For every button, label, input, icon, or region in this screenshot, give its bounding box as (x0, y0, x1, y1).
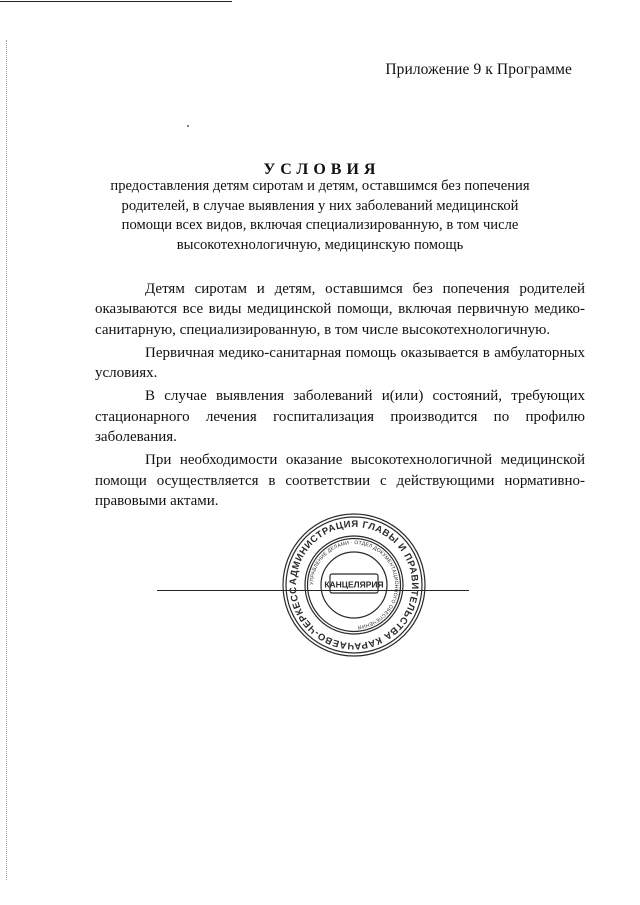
body-paragraph: Детям сиротам и детям, оставшимся без попечения родителей оказываются все виды медицинской помощи, включая первичную медико-санитарную, специализированную, в том числе высокотехнологичную. (95, 281, 585, 338)
scan-top-rule (0, 1, 232, 2)
body-paragraph: В случае выявления заболеваний и(или) состояний, требующих стационарного лечения госпитализация производится по профилю заболевания. (95, 388, 585, 446)
subtitle-line: высокотехнологичную, медицинскую помощь (176, 236, 464, 253)
seal-outer-text: АДМИНИСТРАЦИЯ ГЛАВЫ И ПРАВИТЕЛЬСТВА КАРАЧАЕВО-ЧЕРКЕСС (287, 518, 421, 652)
subtitle-line: помощи всех видов, включая специализированную, в том числе (121, 217, 519, 233)
body-paragraph: Первичная медико-санитарная помощь оказывается в амбулаторных условиях. (95, 344, 585, 382)
document-title: УСЛОВИЯ (263, 161, 381, 178)
appendix-label: Приложение 9 к Программе (385, 61, 572, 78)
subtitle-line: родителей, в случае выявления у них заболеваний медицинской (121, 197, 519, 214)
subtitle-line: предоставления детям сиротам и детям, оставшимся без попечения (110, 178, 530, 194)
seal-graphic (280, 511, 428, 659)
document-body (95, 279, 585, 514)
scan-speck (187, 125, 189, 127)
body-paragraph: При необходимости оказание высокотехнологичной медицинской помощи осуществляется в соответствии с действующими нормативно-правовыми актами. (95, 452, 585, 509)
document-subtitle (100, 177, 540, 255)
official-seal-stamp (280, 511, 428, 659)
seal-center-label: КАНЦЕЛЯРИЯ (324, 579, 384, 590)
seal-inner-text: УПРАВЛЕНИЕ ДЕЛАМИ · ОТДЕЛ ДОКУМЕНТАЦИОННОГО ОБЕСПЕЧЕНИЯ (308, 539, 400, 630)
